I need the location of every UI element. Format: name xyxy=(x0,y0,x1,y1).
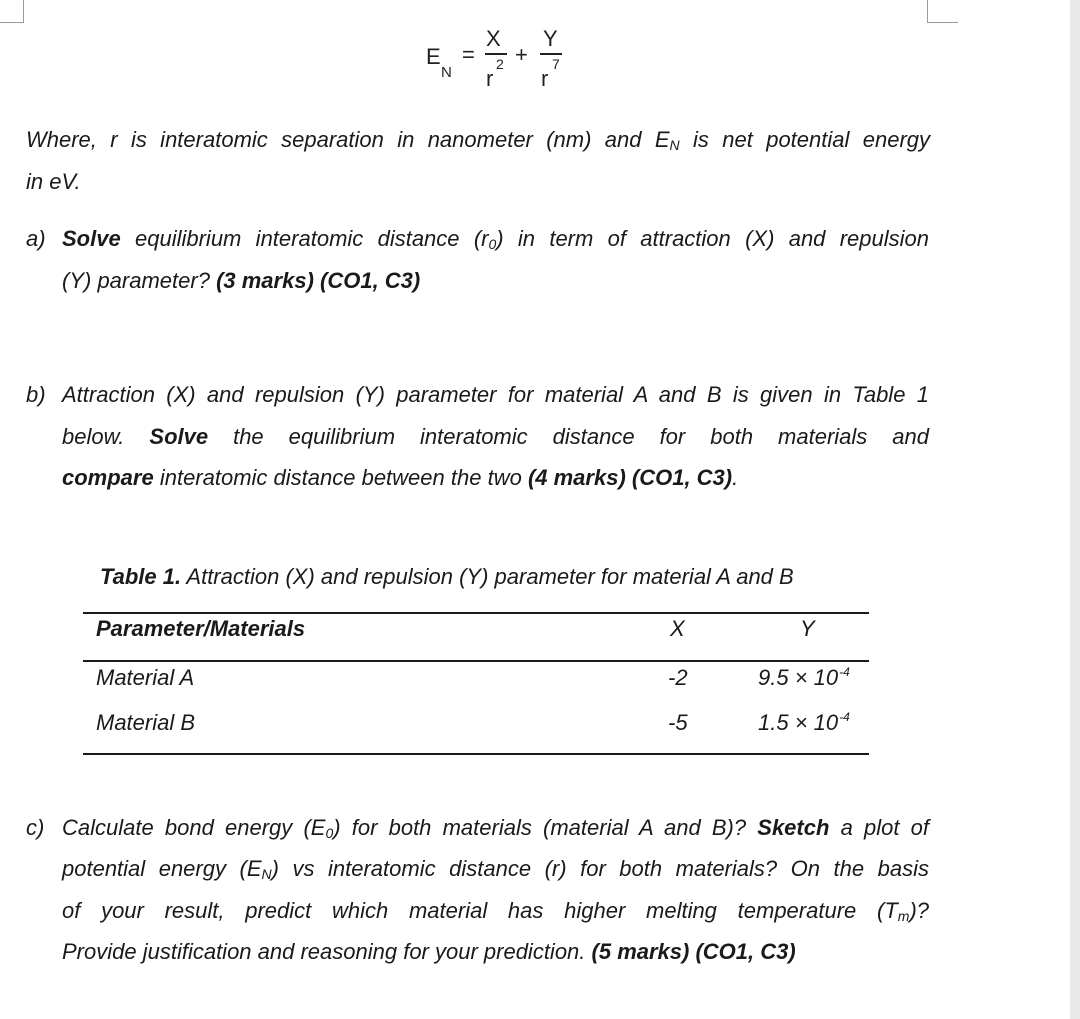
row-a-name: Material A xyxy=(96,665,195,690)
page-edge xyxy=(1070,0,1080,1019)
crop-mark-top-left xyxy=(0,0,24,23)
eq-denominator-r2: r xyxy=(541,66,549,91)
eq-denominator-r: r xyxy=(486,66,494,91)
part-c-text-3: a plot of xyxy=(829,815,929,840)
part-a-text-1: equilibrium interatomic distance (r xyxy=(120,226,489,251)
row-b-name: Material B xyxy=(96,710,196,735)
row-a-y-mantissa: 9.5 × 10 xyxy=(758,665,839,690)
table-header-y: Y xyxy=(800,616,815,641)
part-c-label: c) xyxy=(26,815,45,840)
part-c-text-2: ) for both materials (material A and B)? xyxy=(333,815,758,840)
table-caption-text: Attraction (X) and repulsion (Y) parameter for material A and B xyxy=(181,564,794,589)
table-header-parameter: Parameter/Materials xyxy=(96,616,306,641)
part-c-line-2 xyxy=(62,848,929,895)
table-header-x: X xyxy=(670,616,685,641)
part-a-marks: (3 marks) (CO1, C3) xyxy=(216,268,421,293)
crop-mark-top-right xyxy=(927,0,958,23)
part-c-text-4: potential energy (E xyxy=(62,856,262,881)
part-b-text-5: . xyxy=(732,465,739,490)
part-a-label: a) xyxy=(26,226,46,251)
where-sub-n: N xyxy=(669,137,680,153)
row-a-y xyxy=(758,665,850,691)
row-a-y-exponent: -4 xyxy=(839,665,850,679)
eq-numerator-y: Y xyxy=(543,26,558,51)
part-c-text-1: Calculate bond energy (E xyxy=(62,815,326,840)
part-a-line-1 xyxy=(62,218,929,265)
part-c-line-3 xyxy=(62,890,929,937)
part-c-sub-n: N xyxy=(261,866,272,882)
eq-equals: = xyxy=(462,42,475,67)
eq-exponent-2: 2 xyxy=(496,56,504,72)
table-bottom-rule xyxy=(83,753,869,755)
part-a-solve: Solve xyxy=(62,226,121,251)
eq-fraction-bar-2 xyxy=(540,53,562,55)
row-b-y-exponent: -4 xyxy=(839,710,850,724)
part-b-label: b) xyxy=(26,382,46,407)
eq-numerator-x: X xyxy=(486,26,501,51)
part-c-text-5: ) vs interatomic distance (r) for both materials? On the basis xyxy=(271,856,929,881)
where-line-1 xyxy=(26,119,930,166)
row-b-y xyxy=(758,710,850,736)
part-a-text-2: ) in term of attraction (X) and repulsion xyxy=(496,226,929,251)
table-caption-label: Table 1. xyxy=(100,564,182,589)
part-c-sub-0: 0 xyxy=(325,825,334,841)
part-b-line-2 xyxy=(62,416,929,458)
table-header-rule xyxy=(83,660,869,662)
table-caption xyxy=(100,564,794,590)
part-b-text-2: below. xyxy=(62,424,150,449)
potential-energy-equation xyxy=(0,26,1000,96)
where-line-2: in eV. xyxy=(26,169,81,194)
eq-exponent-7: 7 xyxy=(552,56,560,72)
table-top-rule xyxy=(83,612,869,614)
row-a-x: -2 xyxy=(668,665,688,690)
row-b-y-mantissa: 1.5 × 10 xyxy=(758,710,839,735)
part-c-text-7: )? xyxy=(909,898,929,923)
part-c-text-6: of your result, predict which material has higher melting temperature (T xyxy=(62,898,898,923)
row-b-x: -5 xyxy=(668,710,688,735)
where-text-2: is net potential energy xyxy=(679,127,931,152)
part-c-text-8: Provide justification and reasoning for your prediction. xyxy=(62,939,592,964)
part-c-sub-m: m xyxy=(897,908,910,924)
part-c-marks: (5 marks) (CO1, C3) xyxy=(591,939,796,964)
part-a-line-2 xyxy=(62,260,420,302)
part-b-line-3 xyxy=(62,457,738,499)
part-b-text-4: interatomic distance between the two xyxy=(153,465,528,490)
eq-lhs: E xyxy=(426,44,441,69)
part-c-line-1 xyxy=(62,807,929,854)
where-text-1: Where, r is interatomic separation in nanometer (nm) and E xyxy=(26,127,670,152)
part-b-solve: Solve xyxy=(149,424,209,449)
part-c-sketch: Sketch xyxy=(757,815,830,840)
part-a-text-3: (Y) parameter? xyxy=(62,268,217,293)
eq-lhs-subscript: N xyxy=(441,64,452,81)
part-b-text-3: the equilibrium interatomic distance for both materials and xyxy=(208,424,930,449)
eq-fraction-bar-1 xyxy=(485,53,507,55)
part-c-line-4 xyxy=(62,931,796,973)
part-b-marks: (4 marks) (CO1, C3) xyxy=(527,465,733,490)
part-b-line-1: Attraction (X) and repulsion (Y) parameter for material A and B is given in Table 1 xyxy=(62,382,929,407)
eq-plus: + xyxy=(515,42,528,67)
part-a-sub-0: 0 xyxy=(488,236,497,252)
part-b-compare: compare xyxy=(62,465,154,490)
